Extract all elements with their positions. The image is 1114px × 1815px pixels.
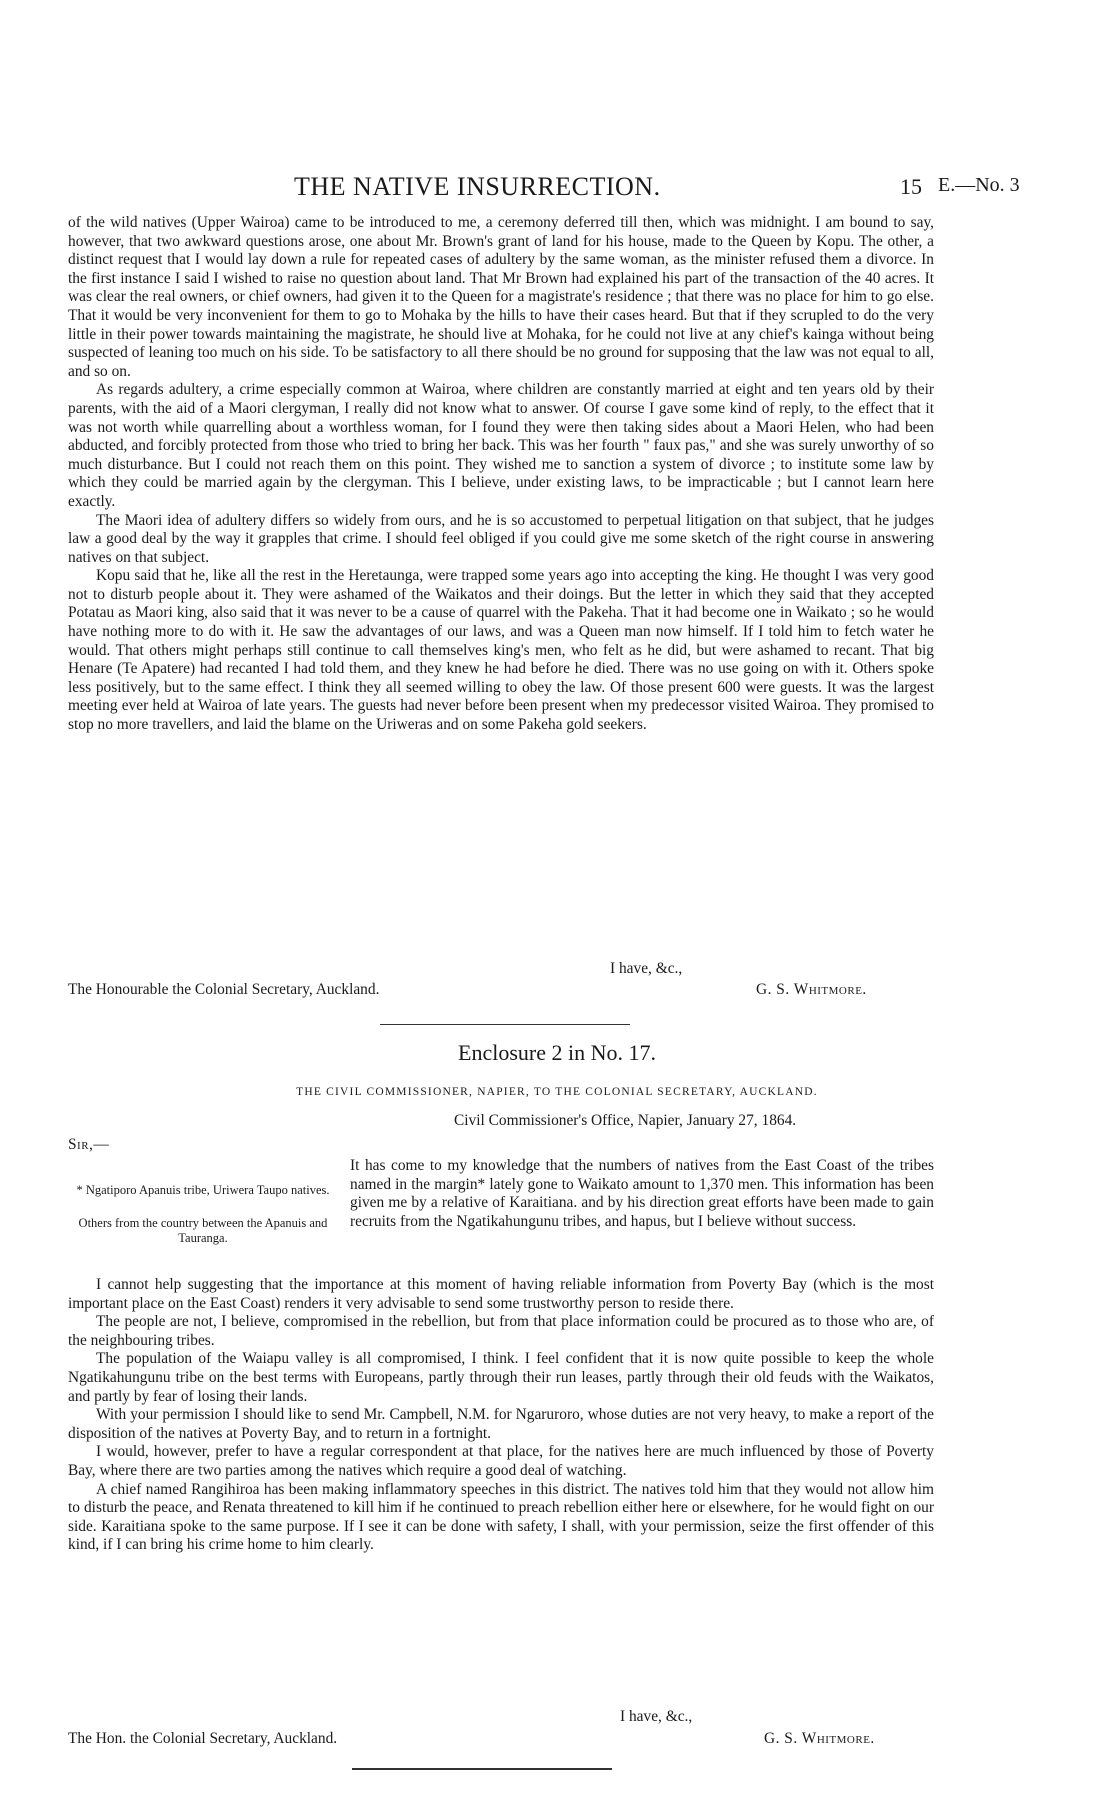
enclosure-closing: I have, &c., [620, 1708, 693, 1725]
section-divider [380, 1024, 630, 1025]
enclosure-subheading: THE CIVIL COMMISSIONER, NAPIER, TO THE COLONIAL SECRETARY, AUCKLAND. [296, 1086, 818, 1098]
letter-paragraph: Kopu said that he, like all the rest in the Heretaunga, were trapped some years ago into accepting the king. He thought I was very good not to disturb people about it. They were ashamed of the Waikatos and their doings. But the letter in which they said that they accepted Potatau as Maori king, also said that it was never to be a cause of quarrel with the Pakeha. That it had become one in Waikato ; so he would have nothing more to do with it. He saw the advantages of our laws, and was a Queen man now himself. If I told him to fetch water he would. That others might perhaps still continue to call themselves king's men, who felt as he did, but were ashamed to recant. That big Henare (Te Apatere) had recanted I had told them, and they knew he had before he died. There was no use going on with it. Others spoke less positively, but to the same effect. I think they all seemed willing to obey the law. Of those present 600 were guests. It was the largest meeting ever held at Wairoa of late years. The guests had never before been present when my predecessor visited Wairoa. They promised to stop no more travellers, and laid the blame on the Uriweras and on some Pakeha gold seekers. [68, 567, 934, 734]
page-title: THE NATIVE INSURRECTION. [294, 172, 661, 201]
enclosure-paragraph: It has come to my knowledge that the numbers of natives from the East Coast of the tribes named in the margin* lately gone to Waikato amount to 1,370 men. This information has been given me by a relative of Karaitiana. and by his direction great efforts have been made to gain recruits from the Ngatikahungunu tribes, and hapus, but I believe without success. [350, 1157, 934, 1230]
page-number: 15 [900, 174, 922, 199]
enclosure-salutation: Sir,— [68, 1136, 110, 1153]
letter-body [68, 214, 934, 735]
enclosure-signature: G. S. Whitmore. [764, 1730, 875, 1747]
enclosure-paragraph: The population of the Waiapu valley is all compromised, I think. I feel confident that it is now quite possible to keep the whole Ngatikahungunu tribe on the best terms with Europeans, partly through their run leases, partly through their old feuds with the Waikatos, and partly by fear of losing their lands. [68, 1350, 934, 1405]
enclosure-title: Enclosure 2 in No. 17. [458, 1040, 656, 1065]
margin-note: * Ngatiporo Apanuis tribe, Uriwera Taupo natives. [76, 1183, 330, 1197]
letter-paragraph: As regards adultery, a crime especially common at Wairoa, where children are constantly married at eight and ten years old by their parents, with the aid of a Maori clergyman, I really did not know what to answer. Of course I gave some kind of reply, to the effect that it was not worth while quarrelling about a worthless woman, for I found they were then taking sides about a Maori Helen, who had been abducted, and forcibly protected from those who tried to bring her back. This was her fourth " faux pas," and she was surely unworthy of so much disturbance. But I could not reach them on this point. They wished me to sanction a system of divorce ; to institute some law by which they could be married again by the clergyman. This I believe, under existing laws, to be impracticable ; but I cannot learn here exactly. [68, 381, 934, 510]
enclosure-addressee: The Hon. the Colonial Secretary, Auckland. [68, 1730, 338, 1747]
margin-note: Others from the country between the Apanuis and Tauranga. [78, 1216, 328, 1245]
page-header [68, 172, 1044, 208]
enclosure-first-paragraph-block [350, 1157, 934, 1231]
letter-signature: G. S. Whitmore. [756, 981, 867, 998]
enclosure-paragraph: I cannot help suggesting that the importance at this moment of having reliable information from Poverty Bay (which is the most important place on the East Coast) renders it very advisable to send some trustworthy person to reside there. [68, 1276, 934, 1312]
end-rule [352, 1768, 612, 1770]
letter-paragraph: of the wild natives (Upper Wairoa) came to be introduced to me, a ceremony deferred till then, which was midnight. I am bound to say, however, that two awkward questions arose, one about Mr. Brown's grant of land for his house, made to the Queen by Kopu. The other, a distinct request that I would lay down a rule for repeated cases of adultery by the same woman, as the minister refused them a divorce. In the first instance I said I wished to raise no question about land. That Mr Brown had explained his part of the transaction of the 40 acres. It was clear the real owners, or chief owners, had given it to the Queen for a magistrate's residence ; that there was no place for him to go else. That it would be very inconvenient for them to go to Mohaka by the hills to have their cases heard. But that if they scrupled to do the very little in their power towards maintaining the magistrate, he should live at Mohaka, for he could not live at any chief's kainga without being suspected of leaning too much on his side. To be satisfactory to all there should be no ground for supposing that the law was not equal to all, and so on. [68, 214, 934, 380]
letter-paragraph: The Maori idea of adultery differs so widely from ours, and he is so accustomed to perpetual litigation on that subject, that he judges law a good deal by the way it grapples that crime. I should feel obliged if you could give me some sketch of the right course in answering natives on that subject. [68, 511, 934, 566]
enclosure-paragraph: I would, however, prefer to have a regular correspondent at that place, for the natives here are much influenced by those of Poverty Bay, where there are two parties among the natives which require a good deal of watching. [68, 1443, 934, 1479]
enclosure-paragraph: With your permission I should like to send Mr. Campbell, N.M. for Ngaruroro, whose duties are not very heavy, to make a report of the disposition of the natives at Poverty Bay, and to return in a fortnight. [68, 1406, 934, 1442]
document-reference: E.—No. 3 [938, 174, 1020, 196]
letter-addressee: The Honourable the Colonial Secretary, Auckland. [68, 981, 380, 998]
enclosure-paragraph: A chief named Rangihiroa has been making inflammatory speeches in this district. The natives told him that they would not allow him to disturb the peace, and Renata threatened to kill him if he continued to preach rebellion either here or elsewhere, for he would fight on our side. Karaitiana spoke to the same purpose. If I see it can be done with safety, I shall, with your permission, seize the first offender of this kind, if I can bring his crime home to him clearly. [68, 1480, 934, 1554]
letter-closing: I have, &c., [610, 960, 683, 977]
enclosure-paragraph: The people are not, I believe, compromised in the rebellion, but from that place information could be procured as to those who are, of the neighbouring tribes. [68, 1313, 934, 1349]
enclosure-dateline: Civil Commissioner's Office, Napier, January 27, 1864. [454, 1112, 797, 1129]
enclosure-body [68, 1276, 934, 1555]
